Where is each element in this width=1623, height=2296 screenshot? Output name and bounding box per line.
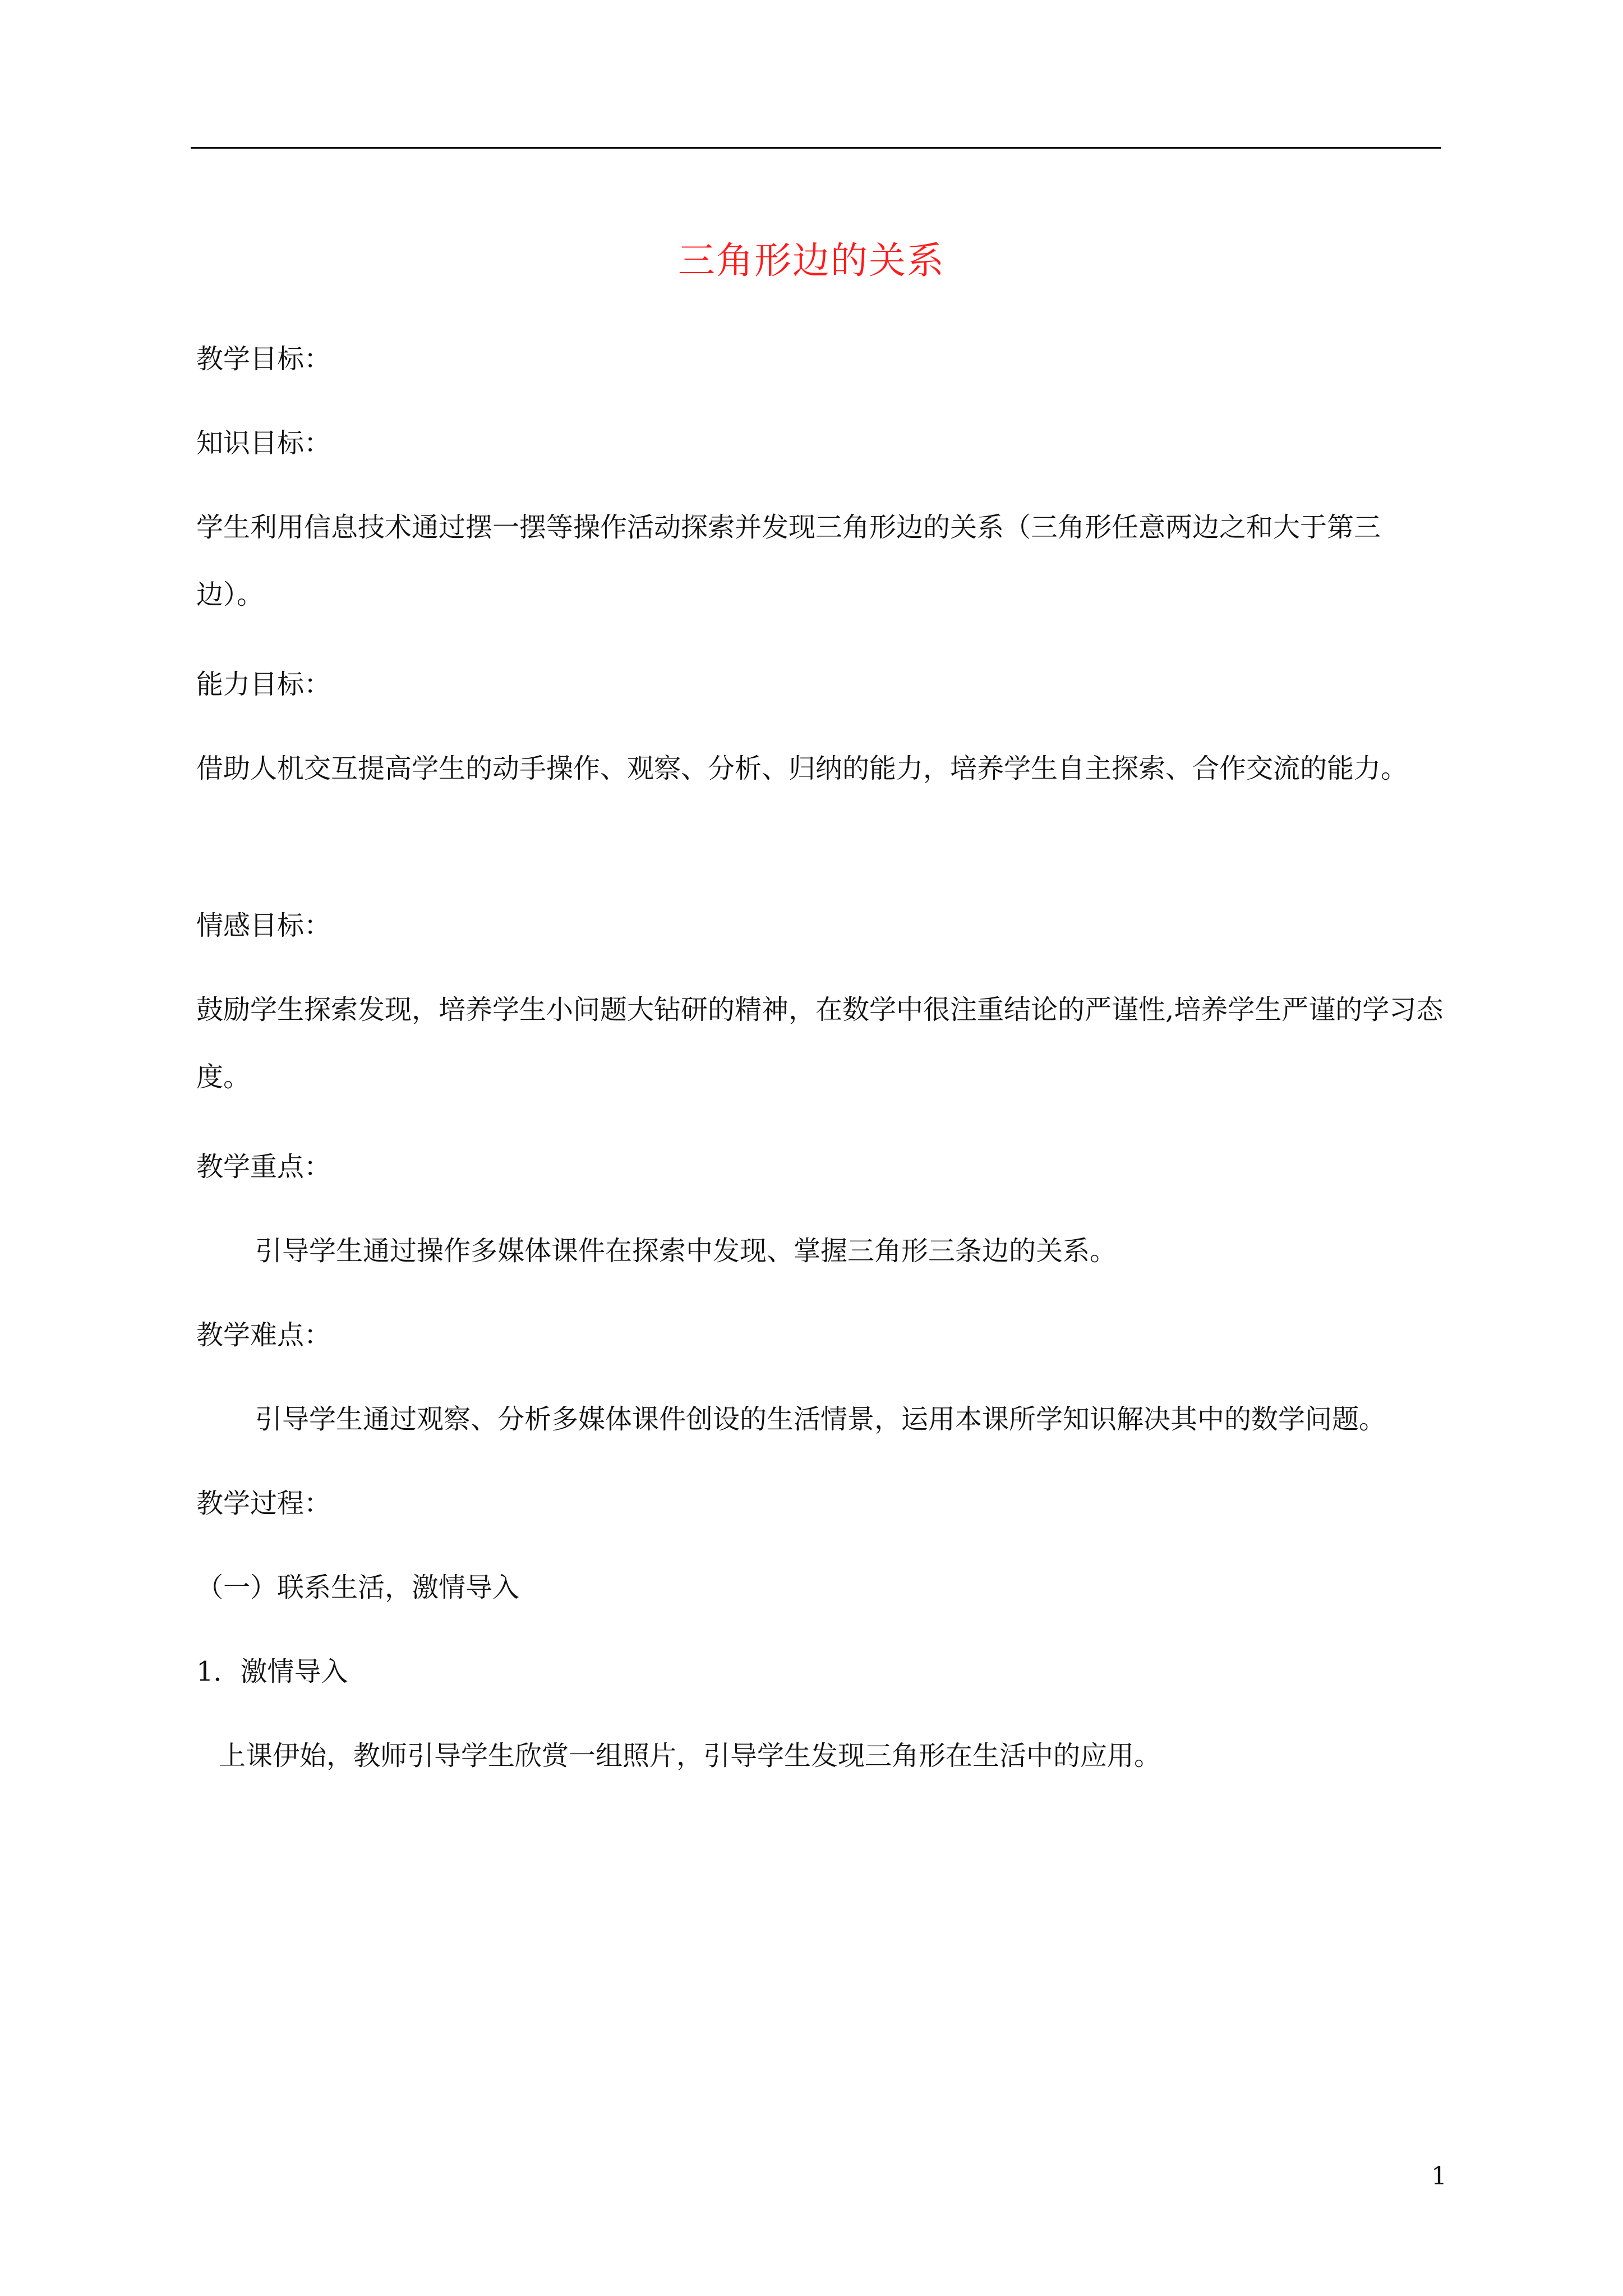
- heading-knowledge-goals: 知识目标：: [196, 427, 331, 459]
- document-title: 三角形边的关系: [678, 239, 945, 282]
- paragraph-emotion-goals: 鼓励学生探索发现，培养学生小问题大钻研的精神，在数学中很注重结论的严谨性,培养学生严谨的学习态度。: [196, 994, 1444, 1093]
- paragraph-ability-goals: 借助人机交互提高学生的动手操作、观察、分析、归纳的能力，培养学生自主探索、合作交流的能力。: [196, 753, 1408, 784]
- page-number: 1: [1431, 2162, 1447, 2191]
- section-heading-1: （一）联系生活，激情导入: [196, 1572, 520, 1603]
- heading-emotion-goals: 情感目标：: [196, 910, 331, 941]
- heading-ability-goals: 能力目标：: [196, 669, 331, 700]
- paragraph-knowledge-goals: 学生利用信息技术通过摆一摆等操作活动探索并发现三角形边的关系（三角形任意两边之和大于第三边）。: [196, 512, 1381, 610]
- paragraph-intro: 上课伊始，教师引导学生欣赏一组照片，引导学生发现三角形在生活中的应用。: [219, 1740, 1161, 1772]
- heading-difficulties: 教学难点：: [196, 1319, 331, 1351]
- paragraph-key-points: 引导学生通过操作多媒体课件在探索中发现、掌握三角形三条边的关系。: [255, 1235, 1117, 1267]
- heading-teaching-goals: 教学目标：: [196, 343, 331, 375]
- paragraph-difficulties: 引导学生通过观察、分析多媒体课件创设的生活情景，运用本课所学知识解决其中的数学问题。: [255, 1404, 1386, 1435]
- header-rule: [191, 147, 1441, 149]
- heading-teaching-process: 教学过程：: [196, 1488, 331, 1519]
- heading-key-points: 教学重点：: [196, 1151, 331, 1182]
- subsection-heading-1: 1．激情导入: [196, 1656, 348, 1687]
